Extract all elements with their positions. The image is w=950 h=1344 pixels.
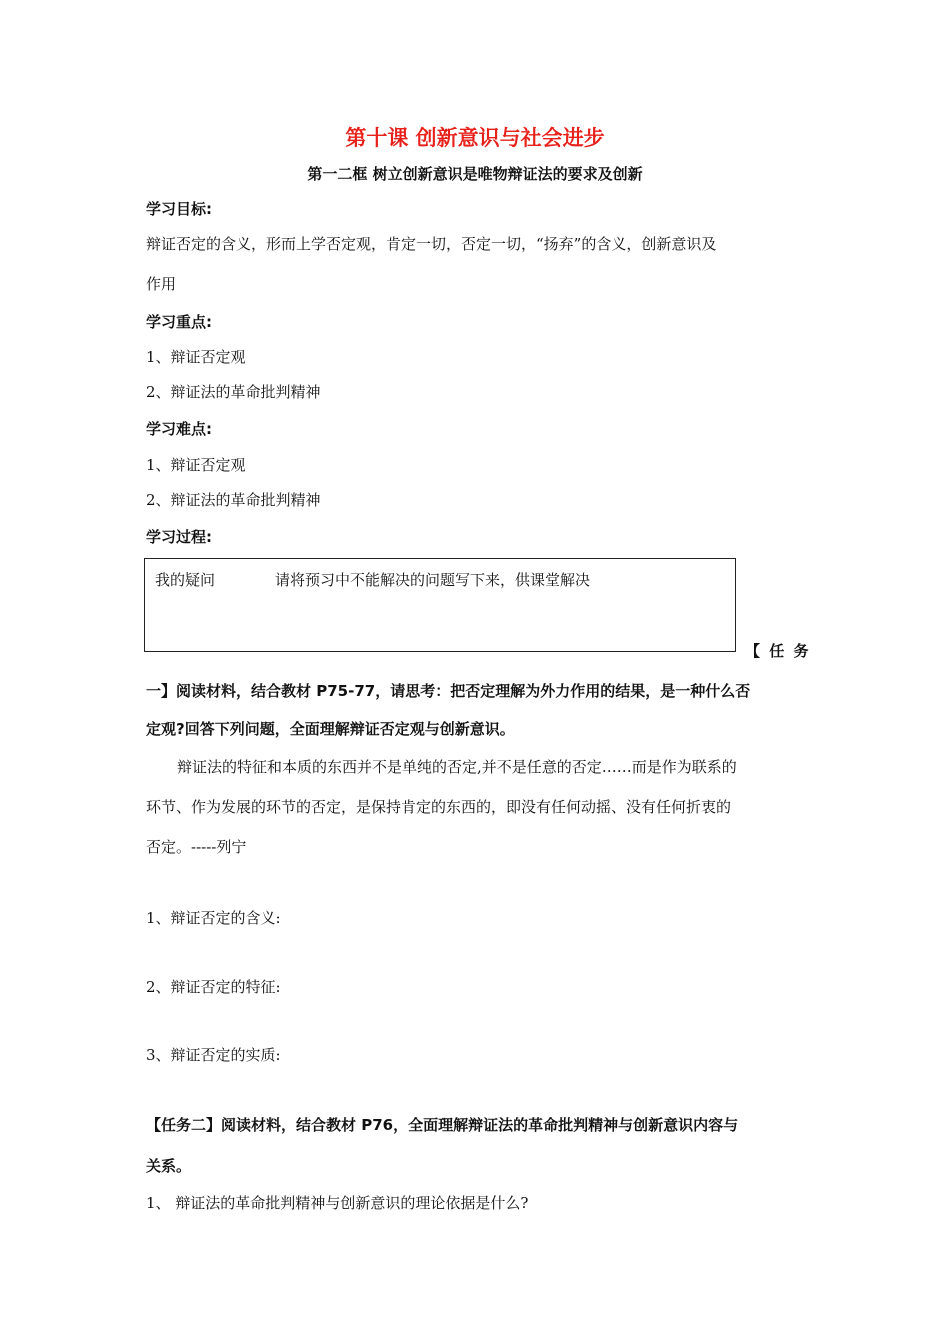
page-subtitle: 第一二框 树立创新意识是唯物辩证法的要求及创新	[307, 165, 643, 183]
task1-instruction-line2: 定观?回答下列问题，全面理解辩证否定观与创新意识。	[146, 720, 515, 738]
key-points-heading: 学习重点:	[146, 313, 212, 331]
difficult-points-heading: 学习难点:	[146, 420, 212, 438]
difficult-point-item: 2、辩证法的革命批判精神	[146, 491, 321, 509]
task2-instruction-line1: 【任务二】阅读材料，结合教材 P76，全面理解辩证法的革命批判精神与创新意识内容与	[146, 1116, 739, 1134]
key-point-item: 2、辩证法的革命批判精神	[146, 383, 321, 401]
quote-line1: 辩证法的特征和本质的东西并不是单纯的否定,并不是任意的否定……而是作为联系的	[177, 758, 737, 776]
task2-question: 1、 辩证法的革命批判精神与创新意识的理论依据是什么?	[146, 1194, 529, 1212]
objectives-text-line1: 辩证否定的含义，形而上学否定观，肯定一切，否定一切，“扬弃”的含义，创新意识及	[146, 235, 717, 253]
questions-box-hint: 请将预习中不能解决的问题写下来，供课堂解决	[275, 571, 591, 589]
quote-line2: 环节、作为发展的环节的否定，是保持肯定的东西的，即没有任何动摇、没有任何折衷的	[146, 798, 732, 816]
task1-question: 3、辩证否定的实质:	[146, 1046, 281, 1064]
page-title: 第十课 创新意识与社会进步	[345, 126, 605, 150]
task1-label: 【 任 务	[745, 642, 811, 660]
task2-instruction-line2: 关系。	[146, 1157, 192, 1175]
objectives-heading: 学习目标:	[146, 200, 212, 218]
task1-question: 2、辩证否定的特征:	[146, 978, 281, 996]
task1-question: 1、辩证否定的含义:	[146, 909, 281, 927]
process-heading: 学习过程:	[146, 528, 212, 546]
task1-instruction-line1: 一】阅读材料，结合教材 P75-77，请思考：把否定理解为外力作用的结果，是一种什么否	[146, 682, 751, 700]
quote-line3: 否定。-----列宁	[146, 838, 247, 856]
questions-box-label: 我的疑问	[155, 571, 216, 589]
difficult-point-item: 1、辩证否定观	[146, 456, 246, 474]
key-point-item: 1、辩证否定观	[146, 348, 246, 366]
questions-box[interactable]	[144, 558, 736, 652]
objectives-text-line2: 作用	[146, 275, 177, 293]
